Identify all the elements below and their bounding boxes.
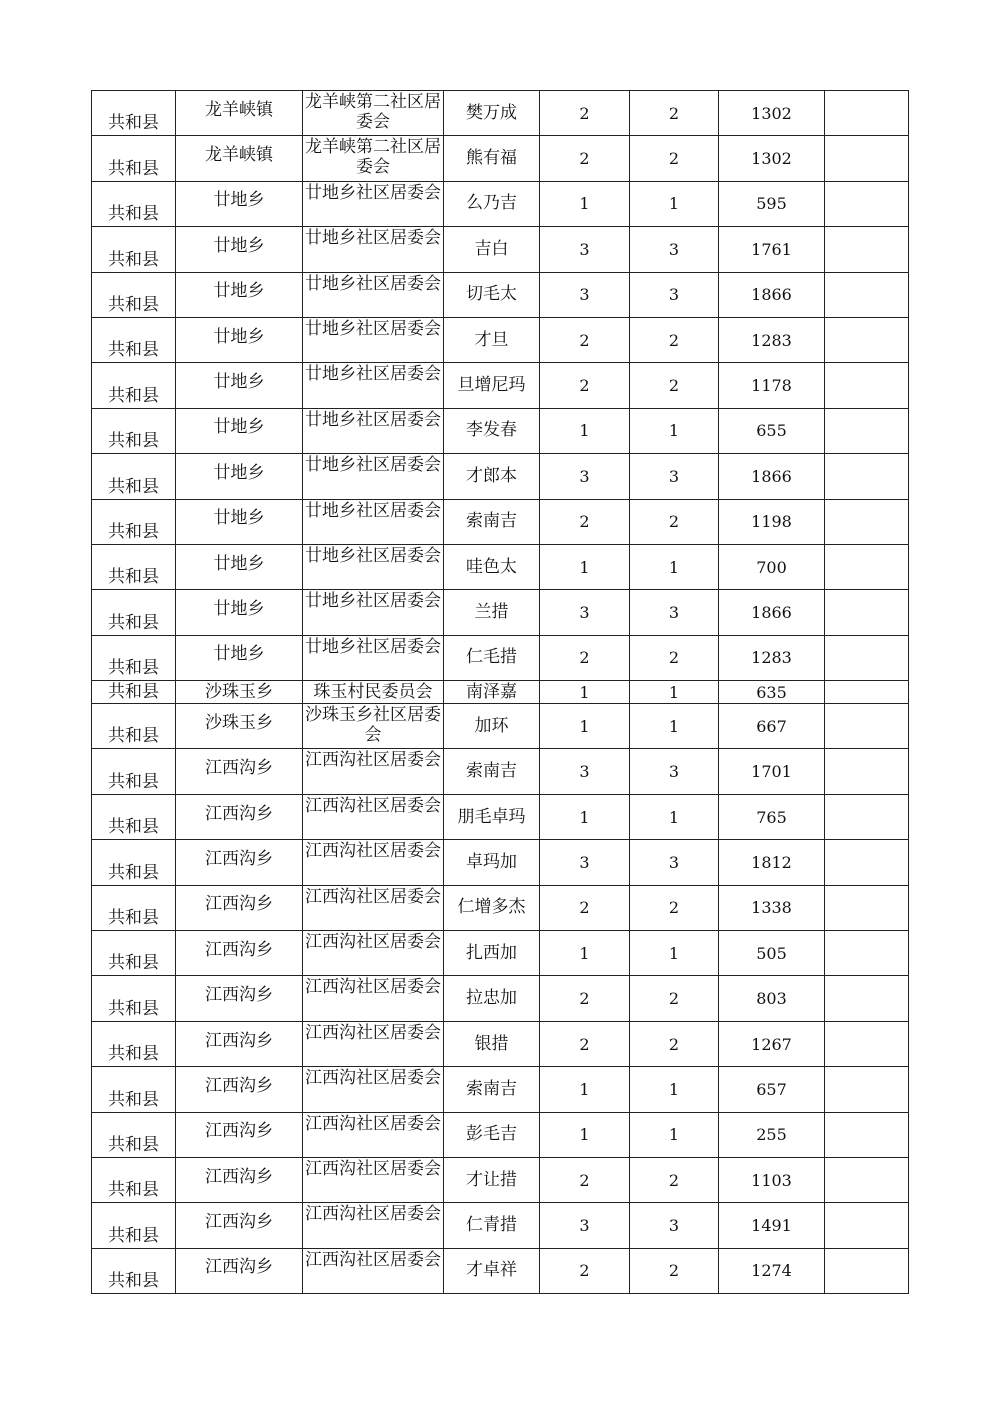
county-cell: 共和县 <box>92 704 176 749</box>
town-cell: 廿地乡 <box>176 181 303 226</box>
person-count-cell: 3 <box>630 590 719 635</box>
household-count-cell: 2 <box>540 363 630 408</box>
note-cell <box>825 317 909 362</box>
committee-cell: 江西沟社区居委会 <box>303 976 444 1021</box>
name-cell: 兰措 <box>444 590 540 635</box>
county-cell: 共和县 <box>92 1021 176 1066</box>
note-cell <box>825 363 909 408</box>
note-cell <box>825 1021 909 1066</box>
committee-cell: 江西沟社区居委会 <box>303 931 444 976</box>
note-cell <box>825 1112 909 1157</box>
note-cell <box>825 1157 909 1202</box>
person-count-cell: 1 <box>630 1112 719 1157</box>
note-cell <box>825 976 909 1021</box>
amount-cell: 1866 <box>719 590 825 635</box>
table-row <box>92 1248 909 1293</box>
note-cell <box>825 91 909 136</box>
name-cell: 哇色太 <box>444 544 540 589</box>
town-cell: 江西沟乡 <box>176 840 303 885</box>
table-row <box>92 499 909 544</box>
county-cell: 共和县 <box>92 976 176 1021</box>
household-count-cell: 1 <box>540 704 630 749</box>
person-count-cell: 1 <box>630 181 719 226</box>
name-cell: 加环 <box>444 704 540 749</box>
town-cell: 廿地乡 <box>176 272 303 317</box>
household-count-cell: 2 <box>540 885 630 930</box>
committee-cell: 廿地乡社区居委会 <box>303 227 444 272</box>
name-cell: 银措 <box>444 1021 540 1066</box>
county-cell: 共和县 <box>92 1067 176 1112</box>
note-cell <box>825 454 909 499</box>
household-count-cell: 3 <box>540 590 630 635</box>
amount-cell: 655 <box>719 408 825 453</box>
table-row <box>92 91 909 136</box>
note-cell <box>825 931 909 976</box>
committee-cell: 江西沟社区居委会 <box>303 1021 444 1066</box>
note-cell <box>825 681 909 704</box>
committee-cell: 江西沟社区居委会 <box>303 885 444 930</box>
table-row <box>92 136 909 181</box>
county-cell: 共和县 <box>92 181 176 226</box>
county-cell: 共和县 <box>92 1203 176 1248</box>
amount-cell: 635 <box>719 681 825 704</box>
table-row <box>92 931 909 976</box>
person-count-cell: 2 <box>630 499 719 544</box>
county-cell: 共和县 <box>92 885 176 930</box>
person-count-cell: 1 <box>630 544 719 589</box>
note-cell <box>825 635 909 680</box>
person-count-cell: 2 <box>630 136 719 181</box>
amount-cell: 1274 <box>719 1248 825 1293</box>
table-row <box>92 454 909 499</box>
amount-cell: 1812 <box>719 840 825 885</box>
table-row <box>92 635 909 680</box>
amount-cell: 765 <box>719 794 825 839</box>
person-count-cell: 1 <box>630 794 719 839</box>
town-cell: 廿地乡 <box>176 363 303 408</box>
note-cell <box>825 181 909 226</box>
amount-cell: 1491 <box>719 1203 825 1248</box>
person-count-cell: 1 <box>630 681 719 704</box>
town-cell: 沙珠玉乡 <box>176 681 303 704</box>
household-count-cell: 1 <box>540 408 630 453</box>
amount-cell: 667 <box>719 704 825 749</box>
note-cell <box>825 272 909 317</box>
table-row <box>92 840 909 885</box>
household-count-cell: 2 <box>540 1157 630 1202</box>
town-cell: 廿地乡 <box>176 227 303 272</box>
household-count-cell: 1 <box>540 181 630 226</box>
town-cell: 廿地乡 <box>176 454 303 499</box>
person-count-cell: 3 <box>630 227 719 272</box>
table-row <box>92 363 909 408</box>
table-row <box>92 1067 909 1112</box>
table-row <box>92 317 909 362</box>
name-cell: 才让措 <box>444 1157 540 1202</box>
name-cell: 樊万成 <box>444 91 540 136</box>
person-count-cell: 3 <box>630 454 719 499</box>
county-cell: 共和县 <box>92 590 176 635</box>
person-count-cell: 1 <box>630 1067 719 1112</box>
note-cell <box>825 408 909 453</box>
name-cell: 吉白 <box>444 227 540 272</box>
household-count-cell: 1 <box>540 681 630 704</box>
table-row <box>92 1112 909 1157</box>
person-count-cell: 3 <box>630 840 719 885</box>
county-cell: 共和县 <box>92 363 176 408</box>
town-cell: 廿地乡 <box>176 317 303 362</box>
note-cell <box>825 840 909 885</box>
household-count-cell: 2 <box>540 136 630 181</box>
county-cell: 共和县 <box>92 227 176 272</box>
county-cell: 共和县 <box>92 317 176 362</box>
amount-cell: 1198 <box>719 499 825 544</box>
name-cell: 卓玛加 <box>444 840 540 885</box>
amount-cell: 505 <box>719 931 825 976</box>
town-cell: 廿地乡 <box>176 544 303 589</box>
county-cell: 共和县 <box>92 408 176 453</box>
household-count-cell: 1 <box>540 544 630 589</box>
table-row <box>92 681 909 704</box>
table-row <box>92 885 909 930</box>
county-cell: 共和县 <box>92 749 176 794</box>
county-cell: 共和县 <box>92 544 176 589</box>
town-cell: 江西沟乡 <box>176 1203 303 1248</box>
town-cell: 江西沟乡 <box>176 1021 303 1066</box>
amount-cell: 1866 <box>719 454 825 499</box>
town-cell: 廿地乡 <box>176 590 303 635</box>
table-body <box>92 91 909 1294</box>
committee-cell: 廿地乡社区居委会 <box>303 635 444 680</box>
person-count-cell: 3 <box>630 272 719 317</box>
committee-cell: 廿地乡社区居委会 <box>303 454 444 499</box>
note-cell <box>825 794 909 839</box>
note-cell <box>825 544 909 589</box>
household-count-cell: 1 <box>540 1112 630 1157</box>
county-cell: 共和县 <box>92 1112 176 1157</box>
committee-cell: 龙羊峡第二社区居委会 <box>303 136 444 181</box>
committee-cell: 廿地乡社区居委会 <box>303 317 444 362</box>
committee-cell: 龙羊峡第二社区居委会 <box>303 91 444 136</box>
committee-cell: 江西沟社区居委会 <box>303 794 444 839</box>
person-count-cell: 3 <box>630 1203 719 1248</box>
name-cell: 仁毛措 <box>444 635 540 680</box>
household-count-cell: 1 <box>540 931 630 976</box>
committee-cell: 廿地乡社区居委会 <box>303 499 444 544</box>
household-count-cell: 2 <box>540 635 630 680</box>
household-count-cell: 3 <box>540 840 630 885</box>
town-cell: 江西沟乡 <box>176 885 303 930</box>
household-count-cell: 1 <box>540 794 630 839</box>
county-cell: 共和县 <box>92 1157 176 1202</box>
committee-cell: 廿地乡社区居委会 <box>303 408 444 453</box>
name-cell: 拉忠加 <box>444 976 540 1021</box>
committee-cell: 珠玉村民委员会 <box>303 681 444 704</box>
committee-cell: 江西沟社区居委会 <box>303 840 444 885</box>
amount-cell: 1283 <box>719 635 825 680</box>
committee-cell: 廿地乡社区居委会 <box>303 590 444 635</box>
table-row <box>92 794 909 839</box>
note-cell <box>825 1203 909 1248</box>
county-cell: 共和县 <box>92 454 176 499</box>
note-cell <box>825 499 909 544</box>
county-cell: 共和县 <box>92 635 176 680</box>
committee-cell: 廿地乡社区居委会 <box>303 363 444 408</box>
table-row <box>92 976 909 1021</box>
county-cell: 共和县 <box>92 840 176 885</box>
name-cell: 旦增尼玛 <box>444 363 540 408</box>
person-count-cell: 2 <box>630 363 719 408</box>
name-cell: 熊有福 <box>444 136 540 181</box>
town-cell: 沙珠玉乡 <box>176 704 303 749</box>
person-count-cell: 2 <box>630 1248 719 1293</box>
amount-cell: 1701 <box>719 749 825 794</box>
household-count-cell: 2 <box>540 1248 630 1293</box>
name-cell: 索南吉 <box>444 499 540 544</box>
household-count-cell: 2 <box>540 317 630 362</box>
household-count-cell: 3 <box>540 1203 630 1248</box>
assistance-table <box>91 90 909 1294</box>
county-cell: 共和县 <box>92 499 176 544</box>
committee-cell: 廿地乡社区居委会 <box>303 272 444 317</box>
table-row <box>92 704 909 749</box>
committee-cell: 江西沟社区居委会 <box>303 1248 444 1293</box>
note-cell <box>825 885 909 930</box>
table-row <box>92 408 909 453</box>
name-cell: 仁青措 <box>444 1203 540 1248</box>
name-cell: 才卓祥 <box>444 1248 540 1293</box>
committee-cell: 廿地乡社区居委会 <box>303 544 444 589</box>
county-cell: 共和县 <box>92 136 176 181</box>
table-row <box>92 1157 909 1202</box>
amount-cell: 1761 <box>719 227 825 272</box>
committee-cell: 江西沟社区居委会 <box>303 1067 444 1112</box>
person-count-cell: 2 <box>630 1021 719 1066</box>
name-cell: 索南吉 <box>444 1067 540 1112</box>
name-cell: 扎西加 <box>444 931 540 976</box>
person-count-cell: 2 <box>630 976 719 1021</box>
name-cell: 么乃吉 <box>444 181 540 226</box>
amount-cell: 803 <box>719 976 825 1021</box>
amount-cell: 1866 <box>719 272 825 317</box>
town-cell: 江西沟乡 <box>176 794 303 839</box>
name-cell: 彭毛吉 <box>444 1112 540 1157</box>
household-count-cell: 2 <box>540 976 630 1021</box>
note-cell <box>825 136 909 181</box>
person-count-cell: 2 <box>630 885 719 930</box>
committee-cell: 江西沟社区居委会 <box>303 1203 444 1248</box>
name-cell: 索南吉 <box>444 749 540 794</box>
table-row <box>92 590 909 635</box>
name-cell: 仁增多杰 <box>444 885 540 930</box>
table-row <box>92 1203 909 1248</box>
committee-cell: 江西沟社区居委会 <box>303 1112 444 1157</box>
amount-cell: 657 <box>719 1067 825 1112</box>
person-count-cell: 1 <box>630 408 719 453</box>
person-count-cell: 2 <box>630 317 719 362</box>
town-cell: 江西沟乡 <box>176 931 303 976</box>
note-cell <box>825 749 909 794</box>
table-row <box>92 749 909 794</box>
amount-cell: 1302 <box>719 91 825 136</box>
amount-cell: 1178 <box>719 363 825 408</box>
county-cell: 共和县 <box>92 681 176 704</box>
household-count-cell: 3 <box>540 454 630 499</box>
household-count-cell: 3 <box>540 272 630 317</box>
town-cell: 江西沟乡 <box>176 749 303 794</box>
table-row <box>92 1021 909 1066</box>
amount-cell: 1267 <box>719 1021 825 1066</box>
table-row <box>92 544 909 589</box>
note-cell <box>825 590 909 635</box>
town-cell: 江西沟乡 <box>176 1112 303 1157</box>
person-count-cell: 1 <box>630 704 719 749</box>
town-cell: 龙羊峡镇 <box>176 91 303 136</box>
amount-cell: 1338 <box>719 885 825 930</box>
household-count-cell: 2 <box>540 499 630 544</box>
person-count-cell: 2 <box>630 635 719 680</box>
name-cell: 才旦 <box>444 317 540 362</box>
amount-cell: 1103 <box>719 1157 825 1202</box>
amount-cell: 1283 <box>719 317 825 362</box>
name-cell: 切毛太 <box>444 272 540 317</box>
amount-cell: 1302 <box>719 136 825 181</box>
county-cell: 共和县 <box>92 272 176 317</box>
household-count-cell: 2 <box>540 91 630 136</box>
table-row <box>92 181 909 226</box>
amount-cell: 700 <box>719 544 825 589</box>
town-cell: 江西沟乡 <box>176 1067 303 1112</box>
town-cell: 龙羊峡镇 <box>176 136 303 181</box>
person-count-cell: 3 <box>630 749 719 794</box>
amount-cell: 255 <box>719 1112 825 1157</box>
household-count-cell: 3 <box>540 227 630 272</box>
person-count-cell: 2 <box>630 91 719 136</box>
note-cell <box>825 1067 909 1112</box>
committee-cell: 江西沟社区居委会 <box>303 749 444 794</box>
county-cell: 共和县 <box>92 91 176 136</box>
person-count-cell: 2 <box>630 1157 719 1202</box>
county-cell: 共和县 <box>92 794 176 839</box>
town-cell: 廿地乡 <box>176 408 303 453</box>
table-row <box>92 272 909 317</box>
note-cell <box>825 1248 909 1293</box>
note-cell <box>825 227 909 272</box>
committee-cell: 廿地乡社区居委会 <box>303 181 444 226</box>
town-cell: 江西沟乡 <box>176 1157 303 1202</box>
household-count-cell: 2 <box>540 1021 630 1066</box>
town-cell: 廿地乡 <box>176 635 303 680</box>
name-cell: 李发春 <box>444 408 540 453</box>
town-cell: 廿地乡 <box>176 499 303 544</box>
name-cell: 南泽嘉 <box>444 681 540 704</box>
town-cell: 江西沟乡 <box>176 976 303 1021</box>
county-cell: 共和县 <box>92 1248 176 1293</box>
county-cell: 共和县 <box>92 931 176 976</box>
note-cell <box>825 704 909 749</box>
household-count-cell: 3 <box>540 749 630 794</box>
person-count-cell: 1 <box>630 931 719 976</box>
committee-cell: 沙珠玉乡社区居委会 <box>303 704 444 749</box>
town-cell: 江西沟乡 <box>176 1248 303 1293</box>
committee-cell: 江西沟社区居委会 <box>303 1157 444 1202</box>
name-cell: 朋毛卓玛 <box>444 794 540 839</box>
household-count-cell: 1 <box>540 1067 630 1112</box>
name-cell: 才郎本 <box>444 454 540 499</box>
amount-cell: 595 <box>719 181 825 226</box>
table-row <box>92 227 909 272</box>
